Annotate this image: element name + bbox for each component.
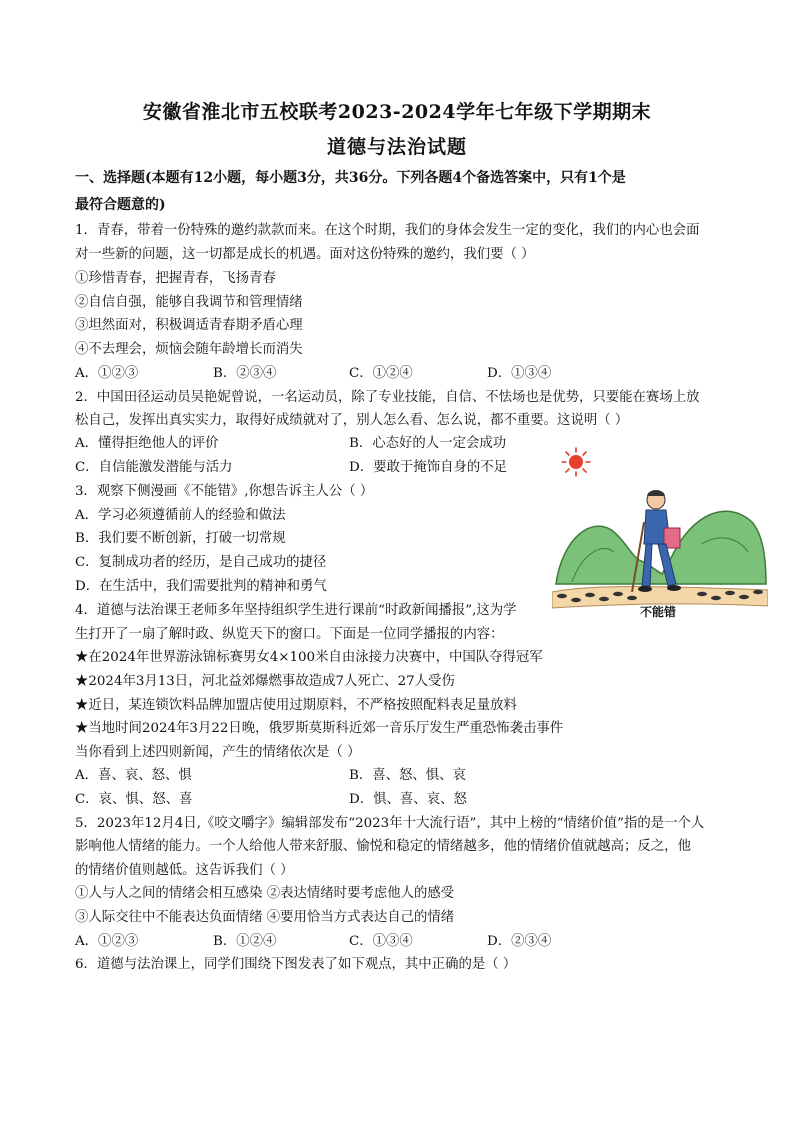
q4-option-d: D．惧、喜、哀、怒 <box>349 792 467 807</box>
q6-stem: 6．道德与法治课上，同学们围绕下图发表了如下观点，其中正确的是（ ） <box>75 957 517 972</box>
q4-option-a: A．喜、哀、怒、惧 <box>75 768 192 783</box>
q2-stem-line2: 松自己，发挥出真实实力，取得好成绩就对了，别人怎么看、怎么说，都不重要。这说明（ ） <box>75 413 629 428</box>
q5-statements-2: ③人际交往中不能表达负面情绪 ④要用恰当方式表达自己的情绪 <box>75 910 455 925</box>
section-heading-line1: 一、选择题(本题有12小题，每小题3分，共36分。下列各题4个备选答案中，只有1个是 <box>75 170 626 186</box>
q1-statement-3: ③坦然面对，积极调适青春期矛盾心理 <box>75 318 303 333</box>
q5-option-a: A．①②③ <box>75 934 139 949</box>
q3-option-c: C．复制成功者的经历，是自己成功的捷径 <box>75 555 327 570</box>
comic-caption: 不能错 <box>640 605 677 619</box>
q4-news-3: ★近日，某连锁饮料品牌加盟店使用过期原料，不严格按照配料表足量放料 <box>75 698 517 713</box>
q3-option-d: D．在生活中，我们需要批判的精神和勇气 <box>75 579 327 594</box>
q2-stem-line1: 2．中国田径运动员吴艳妮曾说，一名运动员，除了专业技能，自信、不怯场也是优势，只要能在赛场上放 <box>75 390 700 405</box>
q4-stem-line2: 生打开了一扇了解时政、纵览天下的窗口。下面是一位同学播报的内容： <box>75 627 504 642</box>
q4-stem-line3: 当你看到上述四则新闻，产生的情绪依次是（ ） <box>75 745 361 760</box>
q4-news-4: ★当地时间2024年3月22日晚，俄罗斯莫斯科近郊一音乐厅发生严重恐怖袭击事件 <box>75 721 564 736</box>
q1-option-b: B．②③④ <box>213 366 277 381</box>
q1-statement-1: ①珍惜青春，把握青春，飞扬青春 <box>75 271 276 286</box>
q1-option-a: A．①②③ <box>75 366 139 381</box>
q5-stem-line3: 的情绪价值则越低。这告诉我们（ ） <box>75 863 294 878</box>
q1-option-c: C．①②④ <box>349 366 413 381</box>
q4-option-b: B．喜、怒、惧、哀 <box>349 768 466 783</box>
q5-statements-1: ①人与人之间的情绪会相互感染 ②表达情绪时要考虑他人的感受 <box>75 886 455 901</box>
exam-subtitle: 道德与法治试题 <box>326 136 467 158</box>
q5-option-d: D．②③④ <box>487 934 552 949</box>
q3-stem: 3．观察下侧漫画《不能错》,你想告诉主人公（ ） <box>75 484 374 499</box>
q1-stem-line1: 1．青春，带着一份特殊的邀约款款而来。在这个时期，我们的身体会发生一定的变化，我们的内心也会面 <box>75 223 700 238</box>
sun-icon <box>562 448 590 476</box>
comic-illustration <box>552 444 768 624</box>
q5-stem-line1: 5．2023年12月4日,《咬文嚼字》编辑部发布“2023年十大流行语”，其中上榜的“情绪价值”指的是一个人 <box>75 816 705 831</box>
q1-option-d: D．①③④ <box>487 366 552 381</box>
q4-news-2: ★2024年3月13日，河北益郊爆燃事故造成7人死亡、27人受伤 <box>75 674 455 689</box>
q5-stem-line2: 影响他人情绪的能力。一个人给他人带来舒服、愉悦和稳定的情绪越多，他的情绪价值就越高；反之，他 <box>75 839 691 854</box>
q4-stem-line1: 4．道德与法治课王老师多年坚持组织学生进行课前“时政新闻播报”,这为学 <box>75 603 517 618</box>
q2-option-c: C．自信能激发潜能与活力 <box>75 460 233 475</box>
q5-option-b: B．①②④ <box>213 934 277 949</box>
q1-statement-4: ④不去理会，烦恼会随年龄增长而消失 <box>75 342 303 357</box>
q2-option-b: B．心态好的人一定会成功 <box>349 436 507 451</box>
section-heading-line2: 最符合题意的) <box>75 197 166 213</box>
q4-news-1: ★在2024年世界游泳锦标赛男女4×100米自由泳接力决赛中，中国队夺得冠军 <box>75 650 543 665</box>
q3-option-a: A．学习必须遵循前人的经验和做法 <box>75 508 286 523</box>
q4-option-c: C．哀、惧、怒、喜 <box>75 792 193 807</box>
exam-title: 安徽省淮北市五校联考2023-2024学年七年级下学期期末 <box>142 101 652 123</box>
q5-option-c: C．①③④ <box>349 934 413 949</box>
q1-stem-line2: 对一些新的问题，这一切都是成长的机遇。面对这份特殊的邀约，我们要（ ） <box>75 247 535 262</box>
q3-option-b: B．我们要不断创新，打破一切常规 <box>75 531 286 546</box>
q2-option-a: A．懂得拒绝他人的评价 <box>75 436 219 451</box>
q2-option-d: D．要敢于掩饰自身的不足 <box>349 460 508 475</box>
q1-statement-2: ②自信自强，能够自我调节和管理情绪 <box>75 295 303 310</box>
